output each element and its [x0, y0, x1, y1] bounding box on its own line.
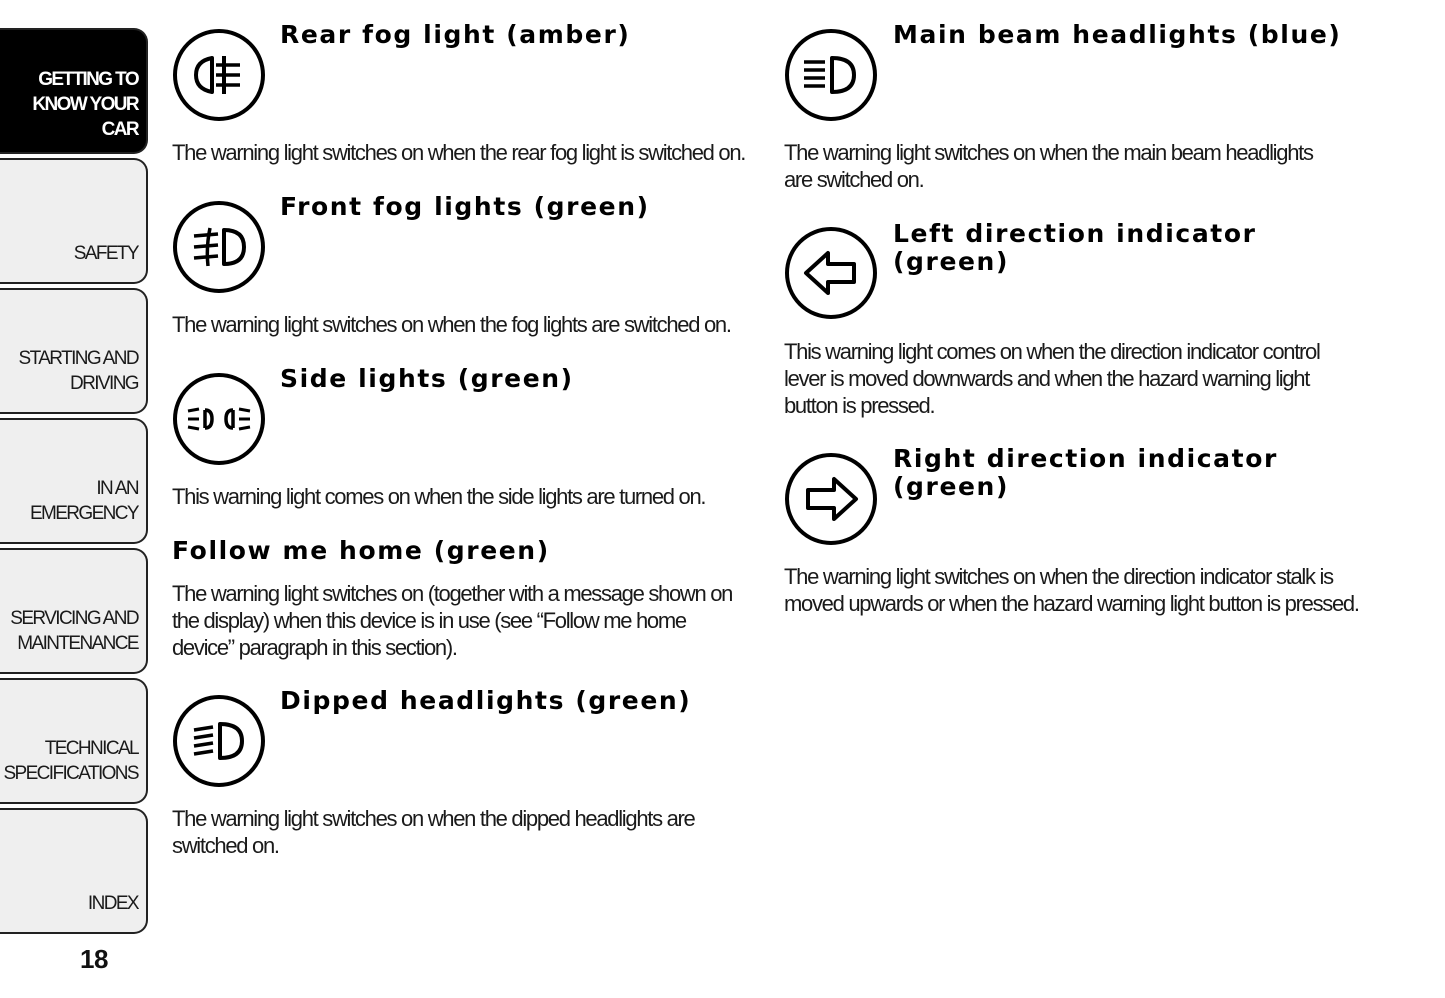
front-fog-lights-text: The warning light switches on when the fog lights are switched on. [172, 312, 731, 337]
tab-getting-to-know-your-car[interactable]: GETTING TO KNOW YOUR CAR [0, 28, 148, 154]
follow-me-home-text: The warning light switches on (together with a message shown on the display) when this device is in use (see “Follow me home device” paragraph in this section). [172, 581, 733, 660]
front-fog-lights-title: Front fog lights (green) [280, 192, 650, 221]
right-direction-indicator-title: Right direction indicator (green) [893, 444, 1278, 501]
main-beam-headlights-text: The warning light switches on when the main beam headlights are switched on. [784, 140, 1313, 192]
tab-index[interactable]: INDEX [0, 808, 148, 934]
main-beam-headlights-icon [784, 28, 878, 122]
rear-fog-light-title: Rear fog light (amber) [280, 20, 631, 49]
tab-technical-specifications[interactable]: TECHNICAL SPECIFICATIONS [0, 678, 148, 804]
main-beam-headlights-title: Main beam headlights (blue) [893, 20, 1342, 49]
rear-fog-light-text: The warning light switches on when the rear fog light is switched on. [172, 140, 746, 165]
dipped-headlights-text: The warning light switches on when the dipped headlights are switched on. [172, 806, 695, 858]
rear-fog-light-icon [172, 28, 266, 122]
right-arrow-icon [784, 452, 878, 546]
follow-me-home-title: Follow me home (green) [172, 536, 550, 565]
tab-safety[interactable]: SAFETY [0, 158, 148, 284]
side-lights-icon [172, 372, 266, 466]
page-number: 18 [80, 944, 108, 974]
left-direction-indicator-title: Left direction indicator (green) [893, 219, 1257, 276]
side-lights-text: This warning light comes on when the side lights are turned on. [172, 484, 706, 509]
front-fog-lights-icon [172, 200, 266, 294]
tab-servicing-and-maintenance[interactable]: SERVICING AND MAINTENANCE [0, 548, 148, 674]
left-arrow-icon [784, 226, 878, 320]
right-direction-indicator-text: The warning light switches on when the direction indicator stalk is moved upwards or when the hazard warning light button is pressed. [784, 564, 1359, 616]
side-lights-title: Side lights (green) [280, 364, 574, 393]
tab-starting-and-driving[interactable]: STARTING AND DRIVING [0, 288, 148, 414]
dipped-headlights-icon [172, 694, 266, 788]
left-direction-indicator-text: This warning light comes on when the direction indicator control lever is moved downwards and when the hazard warning light button is pressed. [784, 339, 1320, 418]
tab-in-an-emergency[interactable]: IN AN EMERGENCY [0, 418, 148, 544]
dipped-headlights-title: Dipped headlights (green) [280, 686, 692, 715]
